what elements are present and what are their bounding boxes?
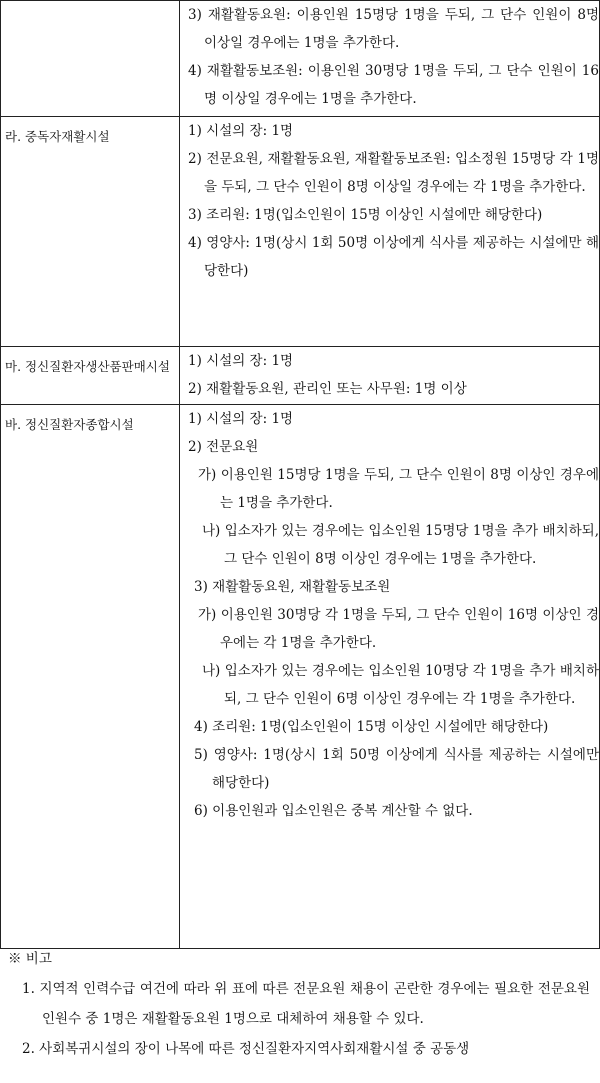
content-cell [180,1,600,117]
content-cell [180,405,600,949]
list-item: 3) 조리원: 1명(입소인원이 15명 이상인 시설에만 해당한다) [188,207,543,223]
list-item: 3) 재활활동요원: 이용인원 15명당 1명을 두되, 그 단수 인원이 8명 이상일 경우에는 1명을 추가한다. [188,7,599,51]
list-item: 4) 영양사: 1명(상시 1회 50명 이상에게 식사를 제공하는 시설에만 해당한다) [188,235,599,279]
category-label: 마. 정신질환자생산품판매시설 [5,359,170,374]
category-label: 바. 정신질환자종합시설 [5,417,134,432]
table-row [1,1,600,117]
table-row [1,347,600,405]
list-item: 1) 시설의 장: 1명 [188,411,294,427]
category-cell [1,117,180,347]
category-cell [1,405,180,949]
remark-item: 1. 지역적 인력수급 여건에 따라 위 표에 따른 전문요원 채용이 곤란한 경우에는 필요한 전문요원 인원수 중 1명은 재활활동요원 1명으로 대체하여 채용할 수 있다. [22,981,590,1027]
list-item: 나) 입소자가 있는 경우에는 입소인원 10명당 각 1명을 추가 배치하되, 그 단수 인원이 6명 이상인 경우에는 각 1명을 추가한다. [202,663,599,707]
list-item: 가) 이용인원 15명당 1명을 두되, 그 단수 인원이 8명 이상인 경우에는 1명을 추가한다. [198,467,599,511]
category-cell [1,347,180,405]
table-row [1,117,600,347]
remarks-section [0,944,600,1064]
content-cell [180,347,600,405]
list-item: 4) 재활활동보조원: 이용인원 30명당 1명을 두되, 그 단수 인원이 16명 이상일 경우에는 1명을 추가한다. [188,63,599,107]
list-item: 2) 전문요원 [188,439,259,455]
category-cell [1,1,180,117]
category-label: 라. 중독자재활시설 [5,129,110,144]
list-item: 가) 이용인원 30명당 각 1명을 두되, 그 단수 인원이 16명 이상인 경우에는 각 1명을 추가한다. [198,607,599,651]
table-row [1,405,600,949]
list-item: 2) 재활활동요원, 관리인 또는 사무원: 1명 이상 [188,381,467,397]
remarks-header: ※ 비고 [8,951,52,967]
list-item: 나) 입소자가 있는 경우에는 입소인원 15명당 1명을 추가 배치하되, 그 단수 인원이 8명 이상인 경우에는 1명을 추가한다. [202,523,599,567]
list-item: 1) 시설의 장: 1명 [188,353,294,369]
list-item: 6) 이용인원과 입소인원은 중복 계산할 수 없다. [194,803,473,819]
list-item: 4) 조리원: 1명(입소인원이 15명 이상인 시설에만 해당한다) [194,719,549,735]
content-cell [180,117,600,347]
remark-item: 2. 사회복귀시설의 장이 나목에 따른 정신질환자지역사회재활시설 중 공동생 [22,1041,470,1057]
list-item: 3) 재활활동요원, 재활활동보조원 [194,579,391,595]
list-item: 1) 시설의 장: 1명 [188,123,294,139]
list-item: 2) 전문요원, 재활활동요원, 재활활동보조원: 입소정원 15명당 각 1명을 두되, 그 단수 인원이 8명 이상일 경우에는 각 1명을 추가한다. [188,151,599,195]
list-item: 5) 영양사: 1명(상시 1회 50명 이상에게 식사를 제공하는 시설에만 해당한다) [194,747,599,791]
